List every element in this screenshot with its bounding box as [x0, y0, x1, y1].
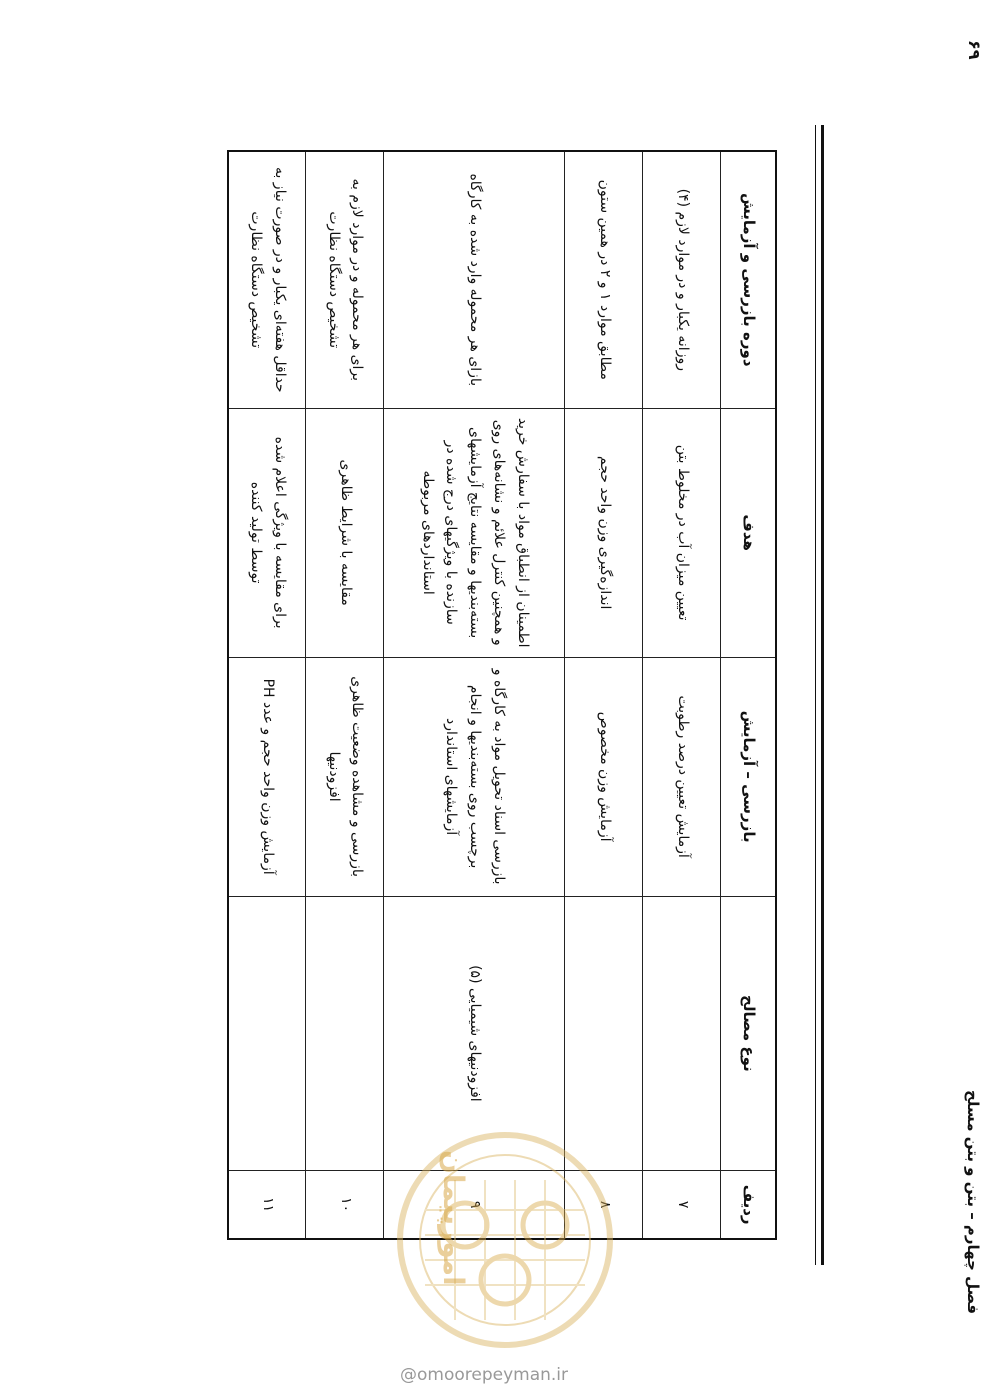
- header-period: دوره بازرسی و آزمایش: [721, 151, 777, 408]
- inspection-table-wrap: [227, 150, 777, 1240]
- header-rule: [815, 125, 824, 1265]
- cell-material-type: افزودنیهای شیمیایی (۵): [384, 896, 565, 1171]
- cell-goal: اطمینان از انطباق مواد با سفارش خرید و همچنین کنترل علائم و نشانه‌های روی بسته‌بندیها و مقایسه نتایج آزمایشهای سازنده با ویژگیهای درج شده در استانداردهای مربوطه: [384, 408, 565, 657]
- cell-period: برای هر محموله و در موارد لازم به تشخیص دستگاه نظارت: [306, 151, 384, 408]
- cell-period: حداقل هفته‌ای یکبار و در صورت نیاز به تشخیص دستگاه نظارت: [228, 151, 306, 408]
- inspection-table: [227, 150, 777, 1240]
- table-row: [384, 151, 565, 1239]
- cell-period: روزانه یکبار و در موارد لازم (۴): [643, 151, 721, 408]
- cell-test: آزمایش تعیین درصد رطوبت: [643, 657, 721, 896]
- cell-material-type: [643, 896, 721, 1171]
- page-header-title: فصل چهارم – بتن و بتن مسلح: [964, 1090, 982, 1315]
- table-header-row: [721, 151, 777, 1239]
- cell-row-number: ۷: [643, 1171, 721, 1239]
- header-row-number: ردیف: [721, 1171, 777, 1239]
- table-row: [306, 151, 384, 1239]
- cell-test: بازرسی و مشاهده وضعیت ظاهری افزودنیها: [306, 657, 384, 896]
- table-row: [643, 151, 721, 1239]
- site-link[interactable]: @omoorepeyman.ir: [400, 1365, 569, 1385]
- cell-period: بازای هر محموله وارد شده به کارگاه: [384, 151, 565, 408]
- table-row: [565, 151, 643, 1239]
- cell-material-type: [228, 896, 306, 1171]
- cell-test: بازرسی اسناد تحویل مواد به کارگاه و برچسب روی بسته‌بندیها و انجام آزمایشهای استاندارد: [384, 657, 565, 896]
- header-goal: هدف: [721, 408, 777, 657]
- watermark-logo-text: امورپیمان: [437, 1150, 470, 1286]
- cell-period: مطابق موارد ۱ و ۲ در همین ستون: [565, 151, 643, 408]
- header-inspection-test: بازرسی – آزمایش: [721, 657, 777, 896]
- watermark-logo-icon: [385, 1120, 625, 1360]
- table-row: [228, 151, 306, 1239]
- cell-row-number: ۸: [565, 1171, 643, 1239]
- cell-material-type: [306, 896, 384, 1171]
- cell-test: آزمایش وزن مخصوص: [565, 657, 643, 896]
- cell-goal: مقایسه با شرایط ظاهری: [306, 408, 384, 657]
- header-material-type: نوع مصالح: [721, 896, 777, 1171]
- cell-row-number: ۱۰: [306, 1171, 384, 1239]
- page-number: ۶۹: [965, 40, 984, 60]
- cell-row-number: ۹: [384, 1171, 565, 1239]
- cell-row-number: ۱۱: [228, 1171, 306, 1239]
- cell-goal: برای مقایسه با ویژگی اعلام شده توسط تولید کننده: [228, 408, 306, 657]
- cell-goal: تعیین میزان آب در مخلوط بتن: [643, 408, 721, 657]
- cell-goal: اندازه‌گیری وزن واحد حجم: [565, 408, 643, 657]
- cell-test: آزمایش وزن واحد حجم و عدد PH: [228, 657, 306, 896]
